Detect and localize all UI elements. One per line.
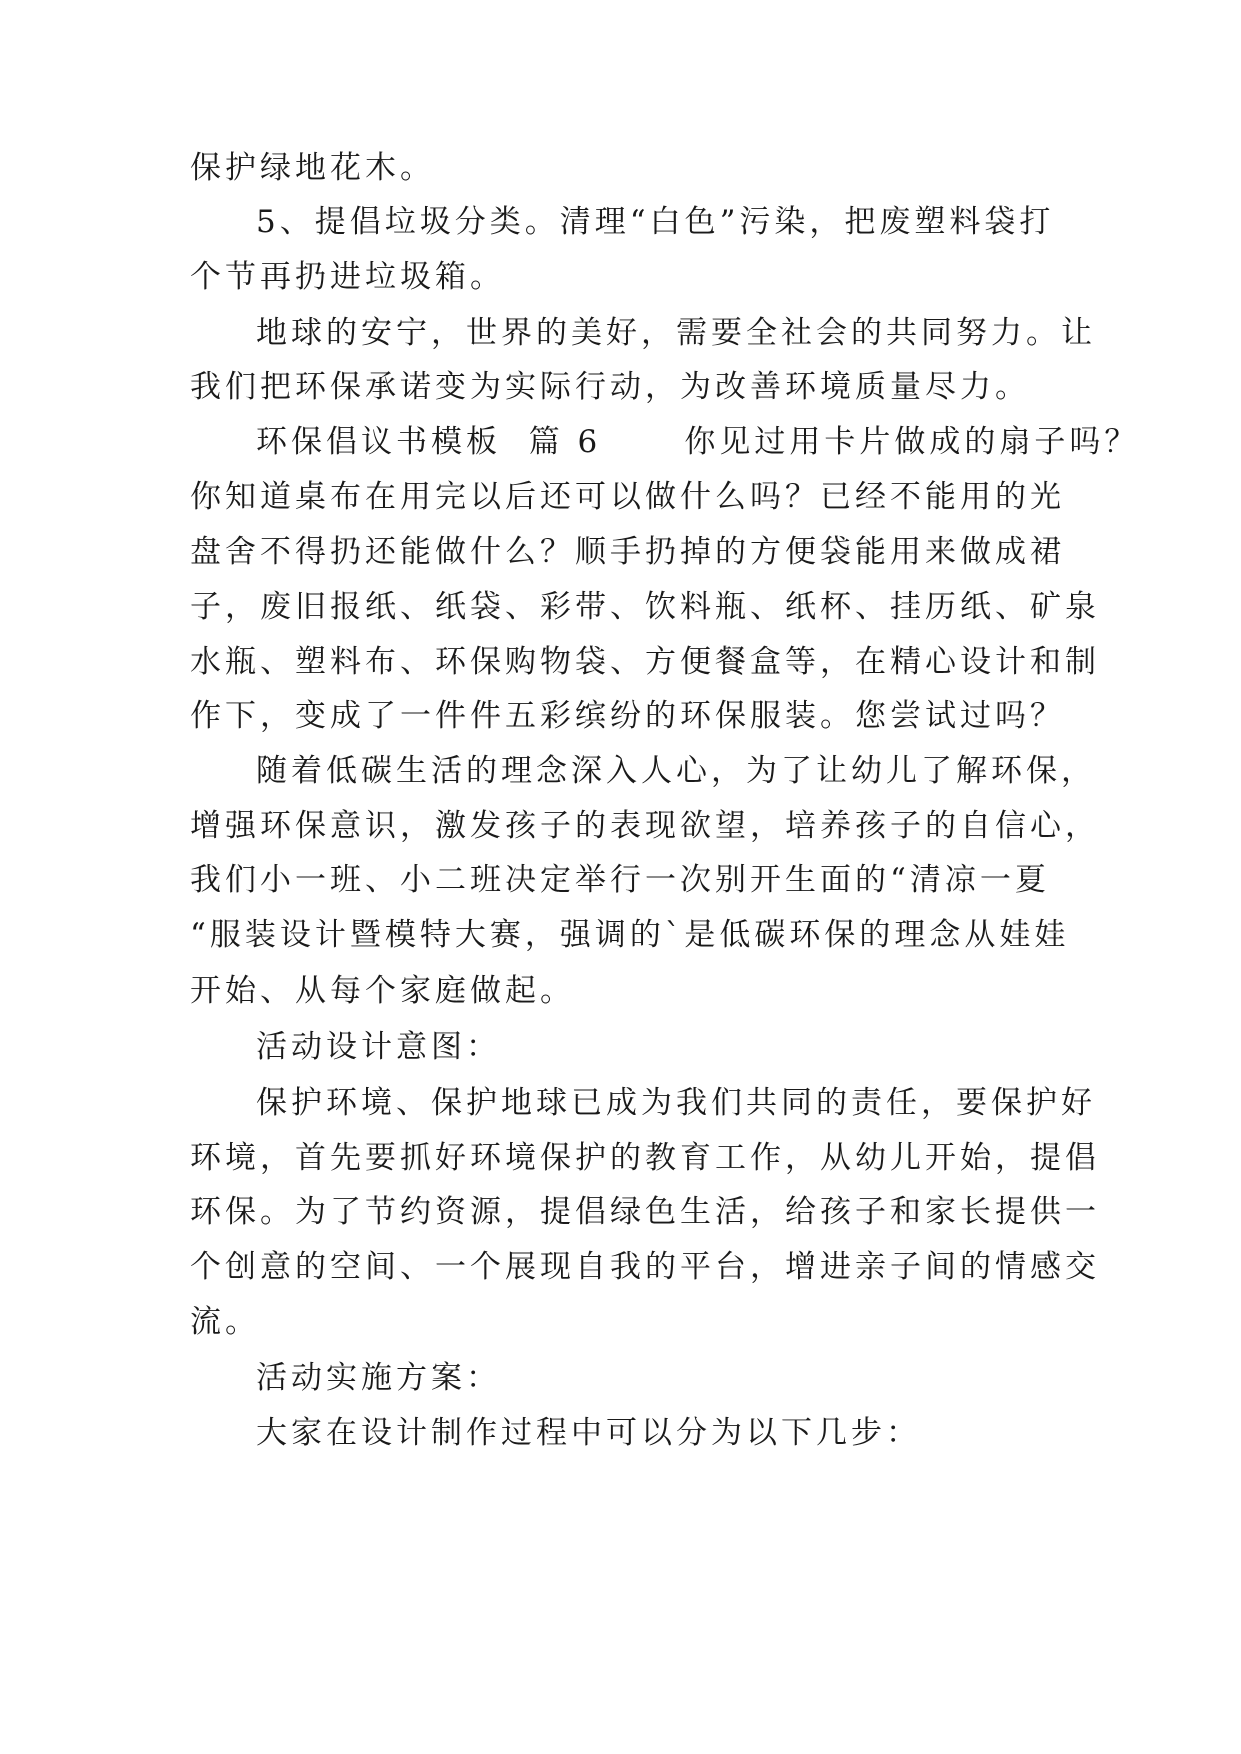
text-line: 流。 xyxy=(190,1304,260,1340)
text-line: “服装设计暨模特大赛，强调的`是低碳环保的理念从娃娃 xyxy=(190,917,1070,953)
text-line: 子，废旧报纸、纸袋、彩带、饮料瓶、纸杯、挂历纸、矿泉 xyxy=(190,589,1100,625)
text-line: 个节再扔进垃圾箱。 xyxy=(190,259,505,295)
text-line: 环保。为了节约资源，提倡绿色生活，给孩子和家长提供一 xyxy=(190,1194,1100,1230)
text-line: 水瓶、塑料布、环保购物袋、方便餐盒等，在精心设计和制 xyxy=(190,644,1100,680)
text-line: 个创意的空间、一个展现自我的平台，增进亲子间的情感交 xyxy=(190,1249,1100,1285)
text-line: 盘舍不得扔还能做什么？顺手扔掉的方便袋能用来做成裙 xyxy=(190,534,1065,570)
text-line: 随着低碳生活的理念深入人心，为了让幼儿了解环保， xyxy=(256,753,1096,789)
text-line: 你知道桌布在用完以后还可以做什么吗？已经不能用的光 xyxy=(190,479,1065,515)
text-line: 保护环境、保护地球已成为我们共同的责任，要保护好 xyxy=(256,1085,1096,1121)
text-line: 我们小一班、小二班决定举行一次别开生面的“清凉一夏 xyxy=(190,862,1050,898)
section-heading: 环保倡议书模板 篇 6 你见过用卡片做成的扇子吗？ xyxy=(256,424,1140,460)
text-line: 环境，首先要抓好环境保护的教育工作，从幼儿开始，提倡 xyxy=(190,1140,1100,1176)
subheading: 活动实施方案： xyxy=(256,1360,501,1396)
text-line: 我们把环保承诺变为实际行动，为改善环境质量尽力。 xyxy=(190,369,1030,405)
text-line: 作下，变成了一件件五彩缤纷的环保服装。您尝试过吗？ xyxy=(190,698,1065,734)
text-line: 大家在设计制作过程中可以分为以下几步： xyxy=(256,1415,921,1451)
subheading: 活动设计意图： xyxy=(256,1029,501,1065)
text-line: 5、提倡垃圾分类。清理“白色”污染，把废塑料袋打 xyxy=(256,204,1055,240)
text-line: 保护绿地花木。 xyxy=(190,150,435,186)
text-line: 地球的安宁，世界的美好，需要全社会的共同努力。让 xyxy=(256,315,1096,351)
text-line: 开始、从每个家庭做起。 xyxy=(190,973,575,1009)
text-line: 增强环保意识，激发孩子的表现欲望，培养孩子的自信心， xyxy=(190,808,1100,844)
